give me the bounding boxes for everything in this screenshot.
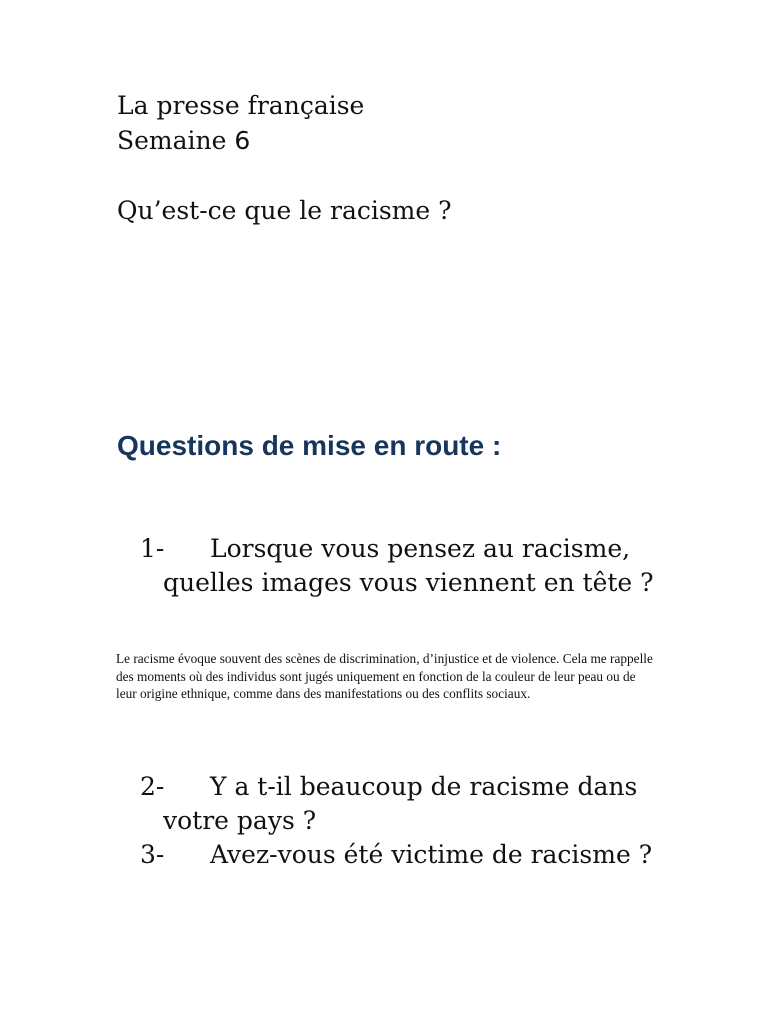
question-text: Y a t-il beaucoup de racisme dans votre pays ? — [163, 772, 638, 835]
course-title: La presse française — [117, 91, 365, 120]
question-number: 1- — [140, 534, 165, 563]
question-item — [140, 838, 670, 872]
week-label: Semaine — [117, 126, 227, 155]
main-question: Qu’est-ce que le racisme ? — [117, 196, 452, 225]
week-line — [117, 123, 364, 158]
question-text: Lorsque vous pensez au racisme, quelles images vous viennent en tête ? — [163, 534, 654, 597]
question-item — [140, 532, 670, 600]
answer-paragraph: Le racisme évoque souvent des scènes de discrimination, d’injustice et de violence. Cela me rappelle des moments où des individus sont jugés uniquement en fonction de la couleur de leur peau ou de leur origine ethnique, comme dans des manifestations ou des conflits sociaux. — [116, 651, 653, 701]
question-item — [140, 770, 670, 838]
question-text: Avez-vous été victime de racisme ? — [210, 840, 653, 869]
question-list-1 — [140, 532, 670, 600]
question-number: 3- — [140, 840, 165, 869]
document-header — [117, 88, 364, 158]
section-heading: Questions de mise en route : — [117, 430, 502, 461]
question-list-2 — [140, 770, 670, 872]
week-number: 6 — [234, 126, 251, 155]
question-number: 2- — [140, 772, 165, 801]
